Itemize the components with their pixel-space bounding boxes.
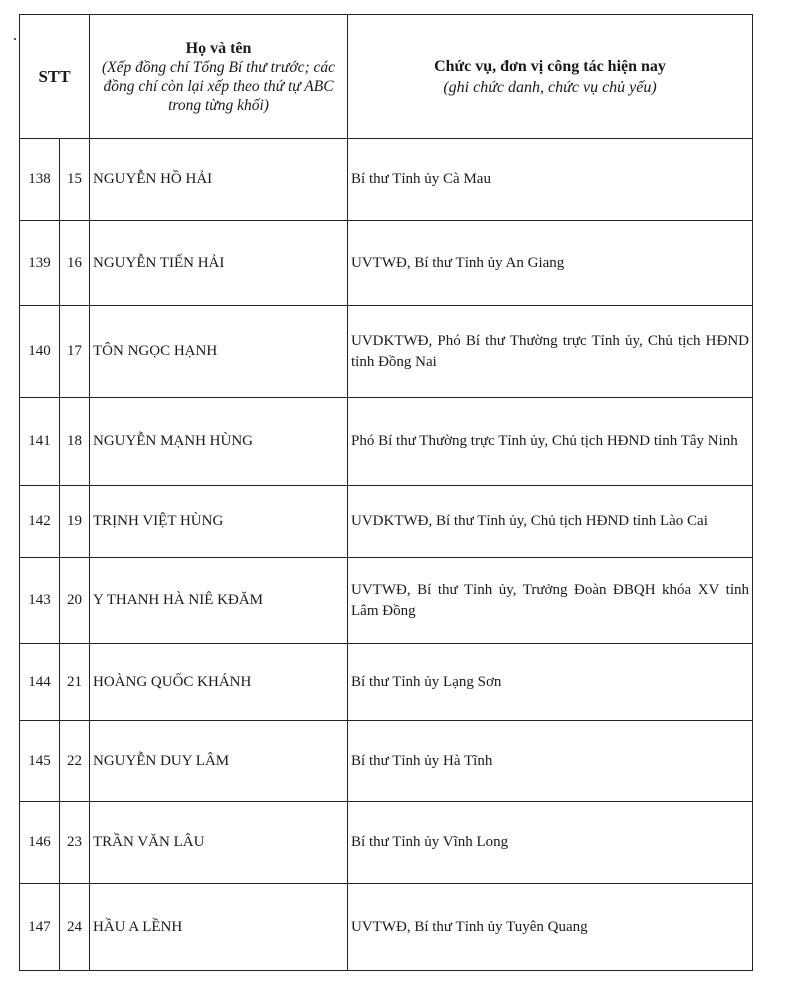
row-position: Bí thư Tỉnh ủy Hà Tĩnh — [348, 721, 753, 802]
table-row — [20, 139, 753, 221]
header-name-subtitle: (Xếp đồng chí Tổng Bí thư trước; các đồng chí còn lại xếp theo thứ tự ABC trong từng khối) — [101, 58, 336, 114]
row-position: Phó Bí thư Thường trực Tỉnh ủy, Chủ tịch HĐND tỉnh Tây Ninh — [348, 398, 753, 486]
row-stt: 146 — [20, 802, 60, 884]
table-row — [20, 644, 753, 721]
row-sub-stt: 15 — [60, 139, 90, 221]
row-sub-stt: 23 — [60, 802, 90, 884]
header-position-title: Chức vụ, đơn vị công tác hiện nay — [434, 57, 666, 75]
row-stt: 138 — [20, 139, 60, 221]
row-sub-stt: 20 — [60, 558, 90, 644]
row-sub-stt: 18 — [60, 398, 90, 486]
row-name: HOÀNG QUỐC KHÁNH — [90, 644, 348, 721]
row-position: UVTWĐ, Bí thư Tỉnh ủy, Trưởng Đoàn ĐBQH khóa XV tỉnh Lâm Đồng — [348, 558, 753, 644]
row-stt: 140 — [20, 306, 60, 398]
row-position: UVDKTWĐ, Phó Bí thư Thường trực Tỉnh ủy, Chủ tịch HĐND tỉnh Đồng Nai — [348, 306, 753, 398]
table-row — [20, 221, 753, 306]
row-stt: 139 — [20, 221, 60, 306]
row-sub-stt: 16 — [60, 221, 90, 306]
table-row — [20, 802, 753, 884]
header-name-title: Họ và tên — [185, 39, 252, 57]
table-row — [20, 558, 753, 644]
row-stt: 147 — [20, 884, 60, 971]
row-name: TRỊNH VIỆT HÙNG — [90, 486, 348, 558]
row-name: HẦU A LỀNH — [90, 884, 348, 971]
row-name: TRẦN VĂN LÂU — [90, 802, 348, 884]
row-sub-stt: 24 — [60, 884, 90, 971]
row-position: Bí thư Tỉnh ủy Vĩnh Long — [348, 802, 753, 884]
header-position-cell — [348, 15, 753, 139]
row-name: TÔN NGỌC HẠNH — [90, 306, 348, 398]
row-name: NGUYỄN MẠNH HÙNG — [90, 398, 348, 486]
header-stt: STT — [20, 15, 90, 139]
scan-speck — [14, 38, 16, 40]
row-stt: 143 — [20, 558, 60, 644]
personnel-table — [19, 14, 753, 971]
row-position: UVTWĐ, Bí thư Tỉnh ủy Tuyên Quang — [348, 884, 753, 971]
row-sub-stt: 21 — [60, 644, 90, 721]
row-position: UVDKTWĐ, Bí thư Tỉnh ủy, Chủ tịch HĐND tỉnh Lào Cai — [348, 486, 753, 558]
row-sub-stt: 19 — [60, 486, 90, 558]
table-header-row — [20, 15, 753, 139]
header-name-cell — [90, 15, 348, 139]
row-stt: 141 — [20, 398, 60, 486]
row-position: UVTWĐ, Bí thư Tỉnh ủy An Giang — [348, 221, 753, 306]
row-position: Bí thư Tỉnh ủy Lạng Sơn — [348, 644, 753, 721]
row-name: Y THANH HÀ NIÊ KĐĂM — [90, 558, 348, 644]
row-stt: 142 — [20, 486, 60, 558]
row-name: NGUYỄN HỒ HẢI — [90, 139, 348, 221]
header-position-subtitle: (ghi chức danh, chức vụ chủ yếu) — [443, 78, 657, 96]
table-row — [20, 884, 753, 971]
row-sub-stt: 22 — [60, 721, 90, 802]
table-row — [20, 306, 753, 398]
row-name: NGUYỄN DUY LÂM — [90, 721, 348, 802]
row-sub-stt: 17 — [60, 306, 90, 398]
row-stt: 145 — [20, 721, 60, 802]
row-stt: 144 — [20, 644, 60, 721]
row-position: Bí thư Tỉnh ủy Cà Mau — [348, 139, 753, 221]
table-row — [20, 398, 753, 486]
row-name: NGUYỄN TIẾN HẢI — [90, 221, 348, 306]
table-row — [20, 486, 753, 558]
table-row — [20, 721, 753, 802]
